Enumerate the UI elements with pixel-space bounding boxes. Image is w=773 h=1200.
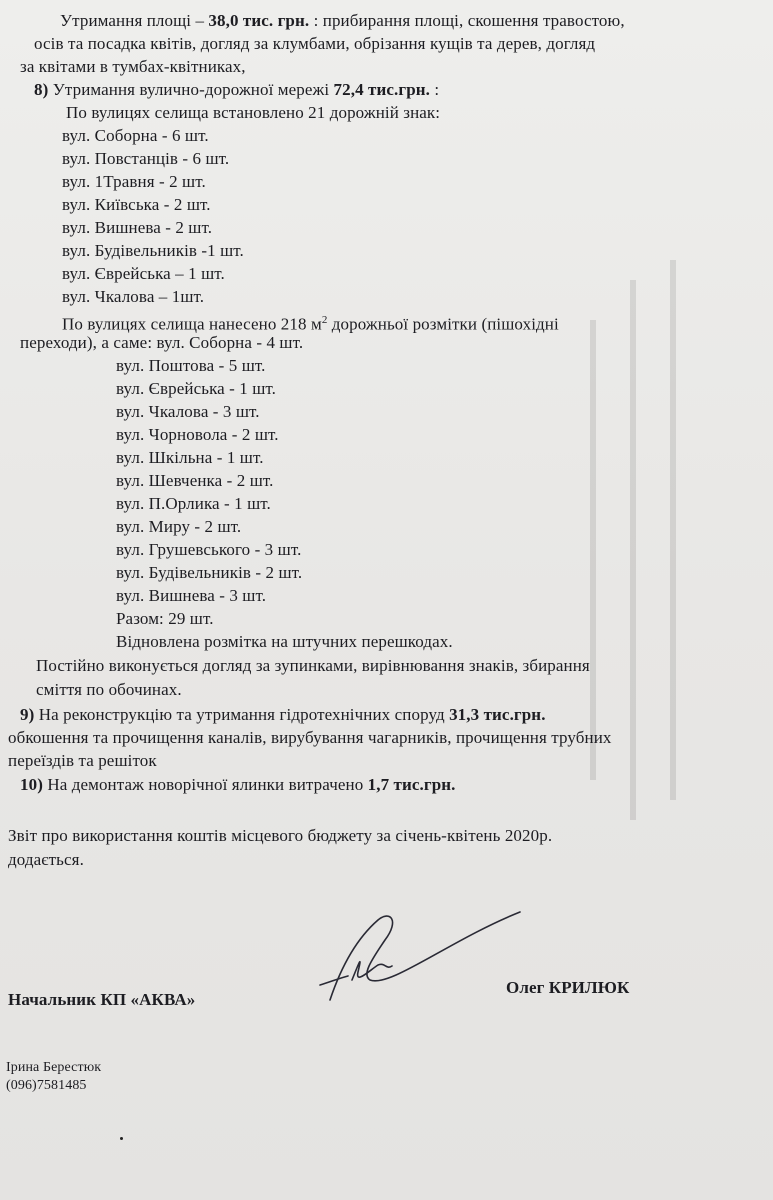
bleed-through-reverse-text [443,200,743,850]
item8-heading: 8) Утримання вулично-дорожної мережі 72,4 тис.грн. : [34,80,440,99]
marking-item: вул. Єврейська - 1 шт. [116,379,277,398]
handwritten-signature [300,900,530,1010]
maintenance-line-1: Постійно виконується догляд за зупинками, вирівнювання знаків, збирання [36,656,590,675]
markings-intro-cont: переходи), а саме: вул. Соборна - 4 шт. [20,333,304,352]
markings-total: Разом: 29 шт. [116,609,214,628]
signs-intro: По вулицях селища встановлено 21 дорожній знак: [66,103,441,122]
marking-item: вул. П.Орлика - 1 шт. [116,494,271,513]
item10-heading: 10) На демонтаж новорічної ялинки витрачено 1,7 тис.грн. [20,775,456,794]
sign-item: вул. Будівельників -1 шт. [62,241,244,260]
sign-item: вул. Єврейська – 1 шт. [62,264,225,283]
sign-item: вул. Повстанців - 6 шт. [62,149,230,168]
executor-phone: (096)7581485 [6,1078,87,1093]
maintenance-line-2: сміття по обочинах. [36,680,182,699]
marking-item: вул. Грушевського - 3 шт. [116,540,302,559]
markings-restored: Відновлена розмітка на штучних перешкодах. [116,632,453,651]
marking-item: вул. Чорновола - 2 шт. [116,425,279,444]
sign-item: вул. Київська - 2 шт. [62,195,211,214]
sign-item: вул. Чкалова – 1шт. [62,287,205,306]
report-line-1: Звіт про використання коштів місцевого бюджету за січень-квітень 2020р. [8,826,553,845]
stray-dot-mark [120,1137,123,1140]
marking-item: вул. Чкалова - 3 шт. [116,402,260,421]
squares-line-3: за квітами в тумбах-квітниках, [20,57,246,76]
item9-heading: 9) На реконструкцію та утримання гідротехнічних споруд 31,3 тис.грн. [20,705,546,724]
sign-item: вул. Вишнева - 2 шт. [62,218,213,237]
sign-item: вул. Соборна - 6 шт. [62,126,209,145]
executor-name: Ірина Берестюк [6,1060,102,1075]
marking-item: вул. Будівельників - 2 шт. [116,563,303,582]
squares-line-2: осів та посадка квітів, догляд за клумбами, обрізання кущів та дерев, догляд [34,34,596,53]
item9-line-2: обкошення та прочищення каналів, вирубування чагарників, прочищення трубних [8,728,612,747]
squares-line-1: Утримання площі – 38,0 тис. грн. : прибирання площі, скошення травостою, [60,11,625,30]
sign-item: вул. 1Травня - 2 шт. [62,172,206,191]
markings-intro: По вулицях селища нанесено 218 $м^2$ дорожньої розмітки (пішохідні [62,314,559,334]
head-name: Олег КРИЛЮК [506,978,630,997]
marking-item: вул. Вишнева - 3 шт. [116,586,267,605]
marking-item: вул. Шкільна - 1 шт. [116,448,264,467]
head-title: Начальник КП «АКВА» [8,990,196,1009]
report-line-2: додається. [8,850,84,869]
marking-item: вул. Миру - 2 шт. [116,517,242,536]
marking-item: вул. Шевченка - 2 шт. [116,471,274,490]
marking-item: вул. Поштова - 5 шт. [116,356,266,375]
item9-line-3: переїздів та решіток [8,751,157,770]
